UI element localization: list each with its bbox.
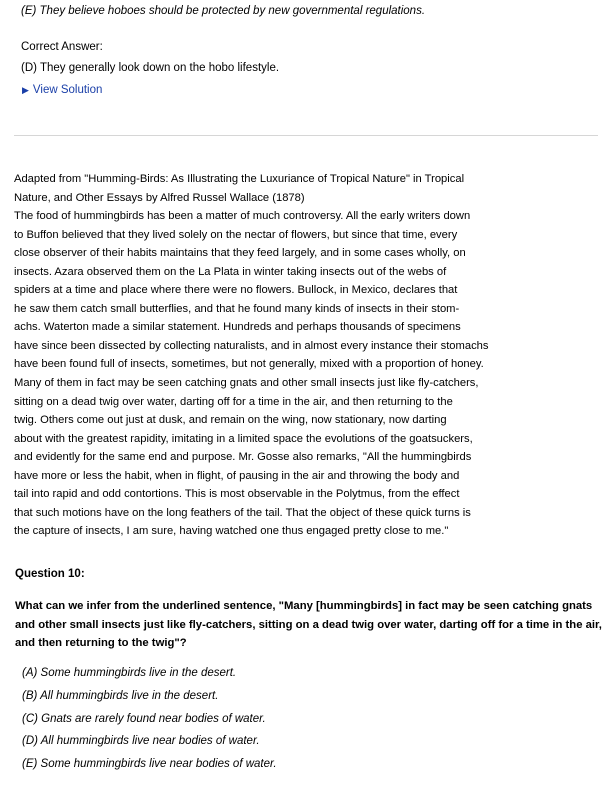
correct-answer-label: Correct Answer: — [21, 41, 103, 53]
passage-line: about with the greatest rapidity, imitating in a limited space the evolutions of the goatsuckers, — [14, 432, 473, 445]
answer-option-c[interactable]: (C) Gnats are rarely found near bodies of water. — [22, 712, 266, 725]
passage-line: achs. Waterton made a similar statement. Hundreds and perhaps thousands of specimens — [14, 321, 461, 334]
answer-option-b[interactable]: (B) All hummingbirds live in the desert. — [22, 689, 219, 702]
passage-line: Nature, and Other Essays by Alfred Russel Wallace (1878) — [14, 191, 305, 204]
passage-line: tail into rapid and odd contortions. This is most observable in the Polytmus, from the effect — [14, 488, 460, 501]
passage-line: The food of hummingbirds has been a matter of much controversy. All the early writers down — [14, 210, 471, 223]
previous-answer-option-e: (E) They believe hoboes should be protected by new governmental regulations. — [21, 5, 426, 17]
question-stem — [15, 597, 605, 653]
answer-options-list — [22, 665, 277, 779]
passage-line: and evidently for the same end and purpose. Mr. Gosse also remarks, "All the hummingbirds — [14, 451, 472, 464]
answer-option-d[interactable]: (D) All hummingbirds live near bodies of water. — [22, 735, 260, 748]
passage-line: he saw them catch small butterflies, and that he found many kinds of insects in their stom- — [14, 302, 460, 315]
reading-passage — [14, 170, 534, 541]
passage-line: the capture of insects, I am sure, having watched one thus engaged pretty close to me." — [14, 525, 449, 538]
correct-answer-text: (D) They generally look down on the hobo lifestyle. — [21, 62, 280, 74]
passage-line: to Buffon believed that they lived solely on the nectar of flowers, but since that time, every — [14, 228, 458, 241]
question-stem-line: and other small insects just like fly-catchers, sitting on a dead twig over water, darting off for a time in the air, — [15, 618, 602, 631]
triangle-right-icon: ▶ — [22, 85, 29, 95]
passage-line: that such motions have on the long feathers of the tail. That the object of these quick turns is — [14, 506, 471, 519]
passage-line: twig. Others come out just at dusk, and remain on the wing, now stationary, now darting — [14, 414, 447, 427]
passage-line: have since been dissected by collecting naturalists, and in almost every instance their stomachs — [14, 339, 489, 352]
passage-line: Adapted from "Humming-Birds: As Illustrating the Luxuriance of Tropical Nature" in Tropical — [14, 173, 465, 185]
section-divider — [14, 135, 598, 136]
passage-line: have more or less the habit, when in flight, of pausing in the air and throwing the body and — [14, 469, 460, 482]
passage-line: have been found full of insects, sometimes, but not generally, mixed with a proportion of honey. — [14, 358, 484, 371]
passage-line: Many of them in fact may be seen catching gnats and other small insects just like fly-catchers, — [14, 377, 479, 390]
question-stem-line: What can we infer from the underlined sentence, "Many [hummingbirds] in fact may be seen catching gnats — [15, 600, 593, 612]
question-number-label: Question 10: — [15, 568, 85, 580]
passage-line: close observer of their habits maintains that they feed largely, and in some cases wholly, on — [14, 247, 466, 260]
answer-option-e[interactable]: (E) Some hummingbirds live near bodies of water. — [22, 758, 277, 771]
view-solution-link[interactable] — [22, 82, 102, 98]
view-solution-label: View Solution — [32, 84, 103, 96]
passage-line: insects. Azara observed them on the La Plata in winter taking insects out of the webs of — [14, 265, 447, 278]
answer-option-a[interactable]: (A) Some hummingbirds live in the desert. — [22, 667, 237, 679]
passage-line: sitting on a dead twig over water, darting off for a time in the air, and then returning to the — [14, 395, 453, 408]
question-stem-line: and then returning to the twig"? — [15, 637, 187, 649]
passage-line: spiders at a time and place where there were no flowers. Bullock, in Mexico, declares that — [14, 284, 458, 297]
